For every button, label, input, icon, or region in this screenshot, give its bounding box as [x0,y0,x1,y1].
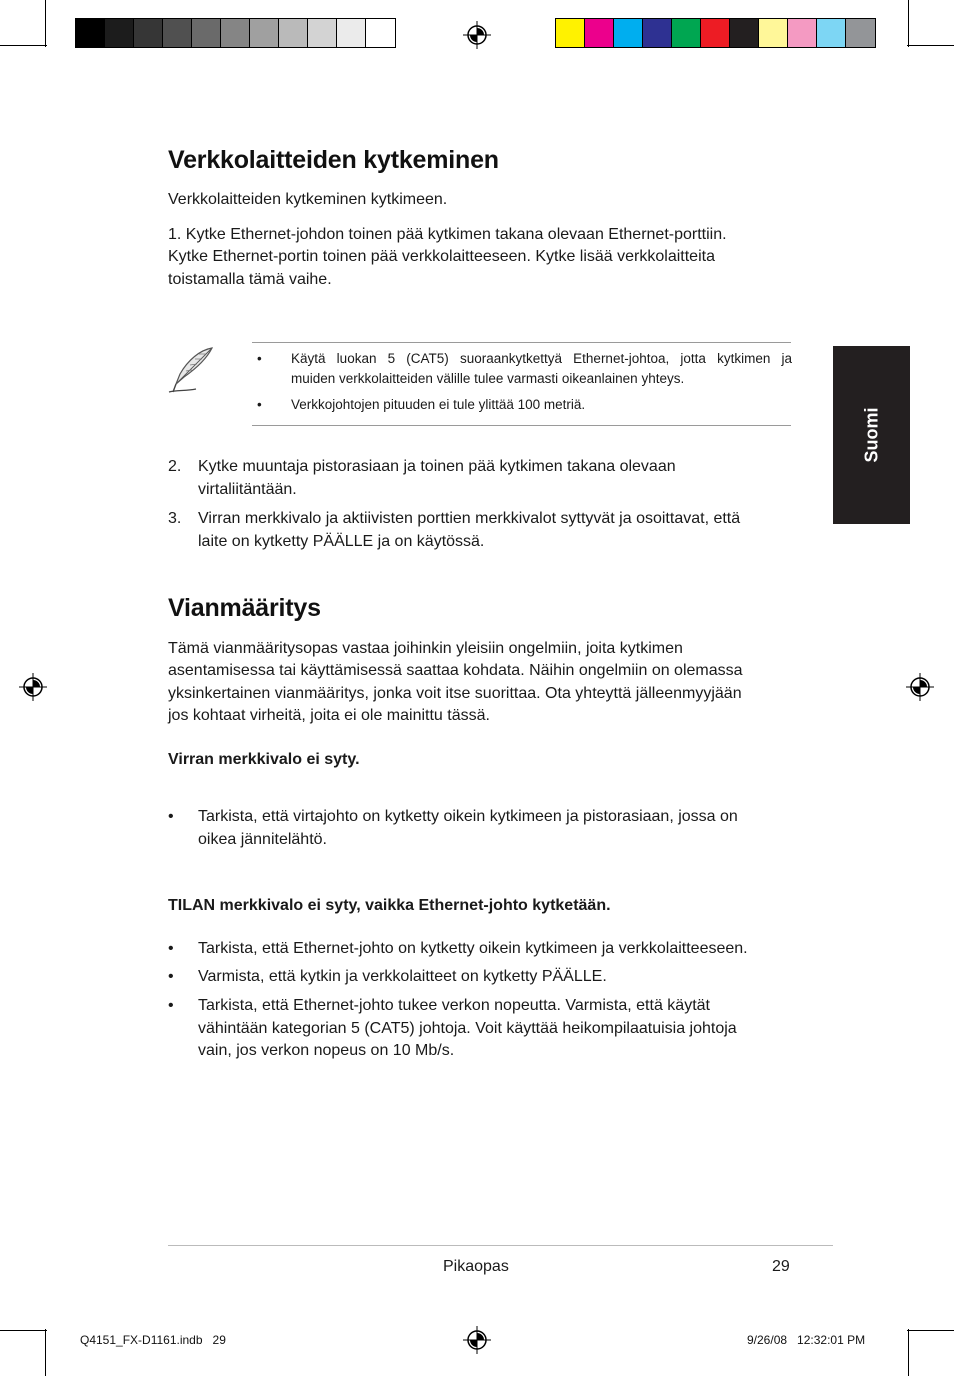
section-title-troubleshooting: Vianmääritys [168,594,321,622]
footer-rule [168,1245,833,1246]
subheading-power-led: Virran merkkivalo ei syty. [168,751,360,768]
language-tab-label: Suomi [861,407,881,463]
bullet-line: Tarkista, että virtajohto on kytketty oikein kytkimeen ja pistorasiaan, jossa on [198,808,738,825]
note-bottom-rule [252,425,791,426]
page-number: 29 [772,1258,790,1275]
gray-swatch [366,19,395,47]
grayscale-bar [75,18,396,48]
step-line: virtaliitäntään. [198,480,297,498]
step-1-line: 1. Kytke Ethernet-johdon toinen pää kytkimen takana olevaan Ethernet-porttiin. [168,226,727,243]
gray-swatch [279,19,308,47]
color-swatch [788,19,817,47]
bullet-marker: • [168,968,174,985]
gray-swatch [105,19,134,47]
pen-note-icon [166,344,218,396]
section-intro: Verkkolaitteiden kytkeminen kytkimeen. [168,191,448,208]
gray-swatch [250,19,279,47]
gray-swatch [163,19,192,47]
slug-date: 9/26/08 12:32:01 PM [747,1333,866,1347]
color-swatch [759,19,788,47]
color-swatch [730,19,759,47]
bullet-line: vain, jos verkon nopeus on 10 Mb/s. [198,1042,455,1059]
color-swatch [846,19,875,47]
bullet-marker: • [168,940,174,957]
bullet-line: oikea jännitelähtö. [198,830,327,848]
bullet-marker: • [168,997,174,1014]
color-swatch [817,19,846,47]
bullet-marker: • [257,397,262,412]
section-title-connecting: Verkkolaitteiden kytkeminen [168,146,499,174]
step-number: 3. [168,510,182,527]
color-bar [555,18,876,48]
bullet-line: Tarkista, että Ethernet-johto tukee verkon nopeutta. Varmista, että käytät [198,997,710,1014]
intro-line: Tämä vianmääritysopas vastaa joihinkin yleisiin ongelmiin, joita kytkimen [168,640,683,657]
gray-swatch [192,19,221,47]
color-swatch [556,19,585,47]
bullet-line: vähintään kategorian 5 (CAT5) johtoja. Voit käyttää heikompilaatuisia johtoja [198,1019,737,1037]
note-line: Käytä luokan 5 (CAT5) suoraankytkettyä Ethernet-johtoa, jotta kytkimen ja [291,351,792,366]
gray-swatch [76,19,105,47]
registration-mark-icon [19,673,47,701]
color-swatch [585,19,614,47]
intro-line: jos kohtaat virheitä, joita ei ole mainittu tässä. [168,707,490,724]
bullet-marker: • [257,351,262,366]
registration-mark-icon [906,673,934,701]
bullet-line: Tarkista, että Ethernet-johto on kytketty oikein kytkimeen ja verkkolaitteeseen. [198,940,748,957]
bullet-marker: • [168,808,174,825]
step-line: Kytke muuntaja pistorasiaan ja toinen pää kytkimen takana olevaan [198,458,676,475]
intro-line: asentamisessa tai käyttämisessä saattaa kohdata. Näihin ongelmiin on olemassa [168,662,743,679]
color-swatch [614,19,643,47]
step-number: 2. [168,458,182,475]
registration-mark-icon [463,1326,491,1354]
note-line: muiden verkkolaitteiden välille tulee varmasti oikeanlainen yhteys. [291,371,685,386]
bullet-line: Varmista, että kytkin ja verkkolaitteet on kytketty PÄÄLLE. [198,968,607,985]
color-swatch [701,19,730,47]
step-line: laite on kytketty PÄÄLLE ja on käytössä. [198,532,485,550]
note-top-rule [252,342,791,343]
gray-swatch [221,19,250,47]
gray-swatch [308,19,337,47]
subheading-status-led: TILAN merkkivalo ei syty, vaikka Ethernet-johto kytketään. [168,897,611,914]
registration-mark-icon [463,21,491,49]
footer-label: Pikaopas [443,1258,509,1275]
gray-swatch [134,19,163,47]
language-tab [833,346,910,524]
slug-file: Q4151_FX-D1161.indb 29 [80,1333,226,1347]
step-1-line: toistamalla tämä vaihe. [168,271,332,288]
step-1-line: Kytke Ethernet-portin toinen pää verkkolaitteeseen. Kytke lisää verkkolaitteita [168,248,715,265]
intro-line: yksinkertainen vianmääritys, jonka voit itse suorittaa. Ota yhteyttä jälleenmyyjään [168,685,742,702]
step-line: Virran merkkivalo ja aktiivisten porttien merkkivalot syttyvät ja osoittavat, että [198,510,741,527]
color-swatch [672,19,701,47]
color-swatch [643,19,672,47]
note-line: Verkkojohtojen pituuden ei tule ylittää 100 metriä. [291,397,586,412]
gray-swatch [337,19,366,47]
